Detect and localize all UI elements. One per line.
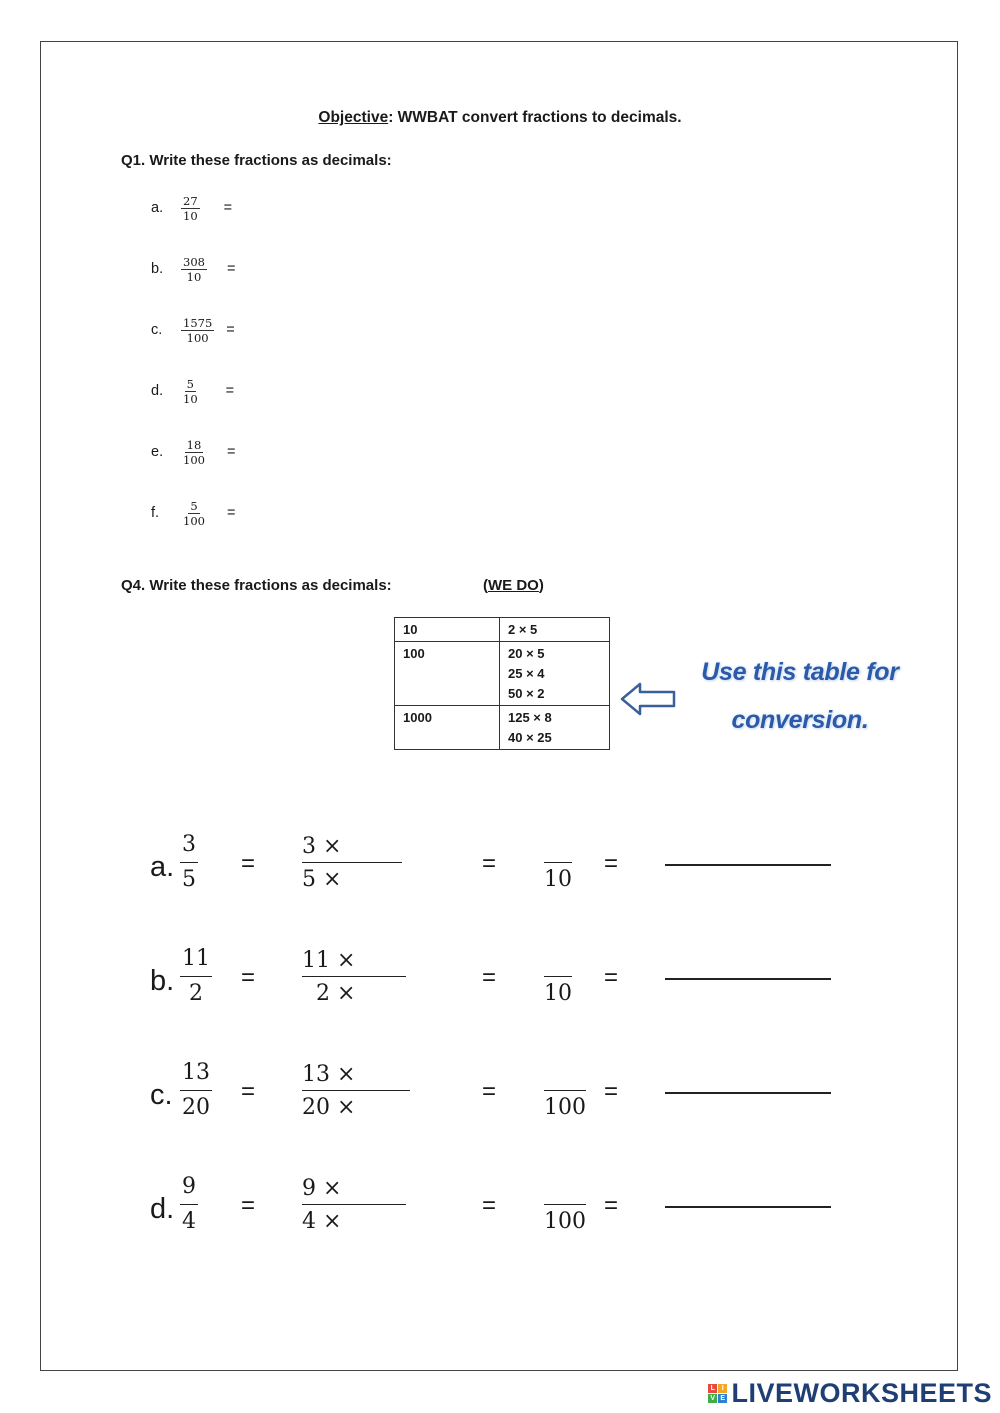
denominator: 2: [189, 981, 203, 1006]
q1-item-c: [151, 310, 235, 350]
liveworksheets-logo: [708, 1378, 992, 1409]
q1-letter: b.: [151, 261, 164, 277]
factor: 40 × 25: [508, 730, 552, 745]
paren-open: (: [483, 577, 488, 594]
table-cell-factors: [500, 618, 610, 642]
q1-item-b: [151, 249, 235, 289]
equals-sign: =: [482, 1078, 497, 1105]
answer-blank: [665, 978, 831, 980]
target-denominator: 100: [544, 1095, 586, 1120]
q1-fraction: [181, 255, 207, 284]
denominator: 4: [182, 1209, 196, 1234]
target-denominator: 10: [544, 867, 572, 892]
denominator: 10: [186, 269, 202, 284]
denominator: 100: [186, 330, 209, 345]
table-cell-base: 1000: [395, 706, 500, 750]
table-row: [395, 706, 610, 750]
answer-blank: [665, 1206, 831, 1208]
logo-icon: [708, 1384, 727, 1403]
logo-tile: E: [720, 1395, 726, 1402]
multiply-numerator: 13 ×: [302, 1060, 410, 1091]
equals-sign: =: [604, 850, 619, 877]
equals-sign: =: [241, 1078, 256, 1105]
table-row: [395, 642, 610, 706]
equals-sign: =: [225, 383, 235, 399]
target-fraction: [544, 832, 572, 897]
factor: 20 × 5: [508, 646, 545, 661]
q4-letter: b.: [150, 965, 175, 997]
denominator: 10: [183, 391, 198, 406]
numerator: 1575: [183, 315, 213, 330]
equals-sign: =: [241, 1192, 256, 1219]
objective: [0, 109, 1000, 127]
q4-fraction: [180, 1056, 212, 1125]
numerator: 308: [183, 254, 205, 269]
equals-sign: =: [482, 1192, 497, 1219]
q1-fraction: [181, 377, 200, 406]
q1-item-f: [151, 493, 235, 533]
q1-item-a: [151, 188, 232, 228]
we-do-label: [483, 577, 544, 594]
hint-line-2: conversion.: [731, 706, 869, 734]
multiply-denominator: 2 ×: [316, 981, 356, 1006]
equals-sign: =: [482, 850, 497, 877]
blank-numerator: [544, 1174, 586, 1205]
objective-text: : WWBAT convert fractions to decimals.: [388, 109, 682, 126]
q4-letter: d.: [150, 1193, 175, 1225]
equals-sign: =: [482, 964, 497, 991]
answer-blank: [665, 1092, 831, 1094]
logo-tile: I: [718, 1384, 727, 1393]
q4-fraction: [180, 1170, 198, 1239]
factor: 2 × 5: [508, 622, 538, 637]
q4-item-c: [150, 1056, 850, 1136]
denominator: 20: [182, 1095, 210, 1120]
numerator: 18: [186, 437, 202, 452]
factor: 50 × 2: [508, 686, 545, 701]
numerator: 5: [186, 376, 194, 391]
multiply-numerator: 3 ×: [302, 832, 402, 863]
equals-sign: =: [604, 1192, 619, 1219]
multiply-fraction: [302, 1060, 410, 1125]
table-hint: [680, 648, 920, 744]
q1-fraction: [181, 438, 207, 467]
denominator: 100: [183, 513, 205, 528]
conversion-table: [394, 617, 610, 750]
paren-close: ): [538, 577, 544, 594]
blank-numerator: [544, 1060, 586, 1091]
multiply-fraction: [302, 832, 402, 897]
numerator: 13: [180, 1056, 212, 1091]
table-row: [395, 618, 610, 642]
q4-item-b: [150, 942, 850, 1022]
numerator: 3: [180, 828, 198, 863]
equals-sign: =: [604, 1078, 619, 1105]
q4-letter: a.: [150, 851, 175, 883]
equals-sign: =: [604, 964, 619, 991]
q1-letter: c.: [151, 322, 163, 338]
we-do-text: WE DO: [488, 577, 539, 594]
equals-sign: =: [226, 322, 235, 338]
target-fraction: [544, 1174, 586, 1239]
arrow-left-icon: [620, 681, 676, 717]
multiply-numerator: 9 ×: [302, 1174, 406, 1205]
table-cell-factors: [500, 706, 610, 750]
q4-fraction: [180, 828, 198, 897]
table-cell-base: 10: [395, 618, 500, 642]
table-cell-factors: [500, 642, 610, 706]
multiply-fraction: [302, 946, 406, 1011]
numerator: 5: [190, 498, 198, 513]
q1-item-d: [151, 371, 234, 411]
q1-letter: a.: [151, 200, 164, 216]
denominator: 10: [183, 208, 198, 223]
target-denominator: 100: [544, 1209, 586, 1234]
equals-sign: =: [226, 505, 236, 521]
q1-fraction: [181, 194, 200, 223]
q4-heading: Q4. Write these fractions as decimals:: [121, 577, 392, 594]
numerator: 11: [180, 942, 212, 977]
multiply-fraction: [302, 1174, 406, 1239]
equals-sign: =: [226, 261, 236, 277]
target-fraction: [544, 1060, 586, 1125]
q1-fraction: [181, 499, 207, 528]
q4-item-a: [150, 828, 850, 908]
objective-label: Objective: [318, 109, 389, 126]
multiply-numerator: 11 ×: [302, 946, 406, 977]
q1-item-e: [151, 432, 235, 472]
denominator: 100: [183, 452, 205, 467]
logo-text: LIVEWORKSHEETS: [731, 1378, 992, 1408]
q4-letter: c.: [150, 1079, 173, 1111]
blank-numerator: [544, 832, 572, 863]
q1-letter: d.: [151, 383, 164, 399]
multiply-denominator: 20 ×: [302, 1095, 356, 1120]
q1-fraction: [181, 316, 214, 345]
equals-sign: =: [241, 850, 256, 877]
q1-heading: Q1. Write these fractions as decimals:: [121, 152, 392, 169]
numerator: 27: [183, 193, 198, 208]
numerator: 9: [180, 1170, 198, 1205]
equals-sign: =: [226, 444, 236, 460]
logo-tile: V: [710, 1395, 716, 1402]
equals-sign: =: [223, 200, 233, 216]
multiply-denominator: 5 ×: [302, 867, 342, 892]
blank-numerator: [544, 946, 572, 977]
logo-tile: L: [708, 1384, 717, 1393]
equals-sign: =: [241, 964, 256, 991]
q1-letter: e.: [151, 444, 164, 460]
target-denominator: 10: [544, 981, 572, 1006]
factor: 25 × 4: [508, 666, 545, 681]
multiply-denominator: 4 ×: [302, 1209, 342, 1234]
denominator: 5: [182, 867, 196, 892]
target-fraction: [544, 946, 572, 1011]
table-cell-base: 100: [395, 642, 500, 706]
factor: 125 × 8: [508, 710, 552, 725]
q4-item-d: [150, 1170, 850, 1250]
q1-letter: f.: [151, 505, 160, 521]
q4-fraction: [180, 942, 212, 1011]
hint-line-1: Use this table for: [701, 658, 899, 686]
answer-blank: [665, 864, 831, 866]
